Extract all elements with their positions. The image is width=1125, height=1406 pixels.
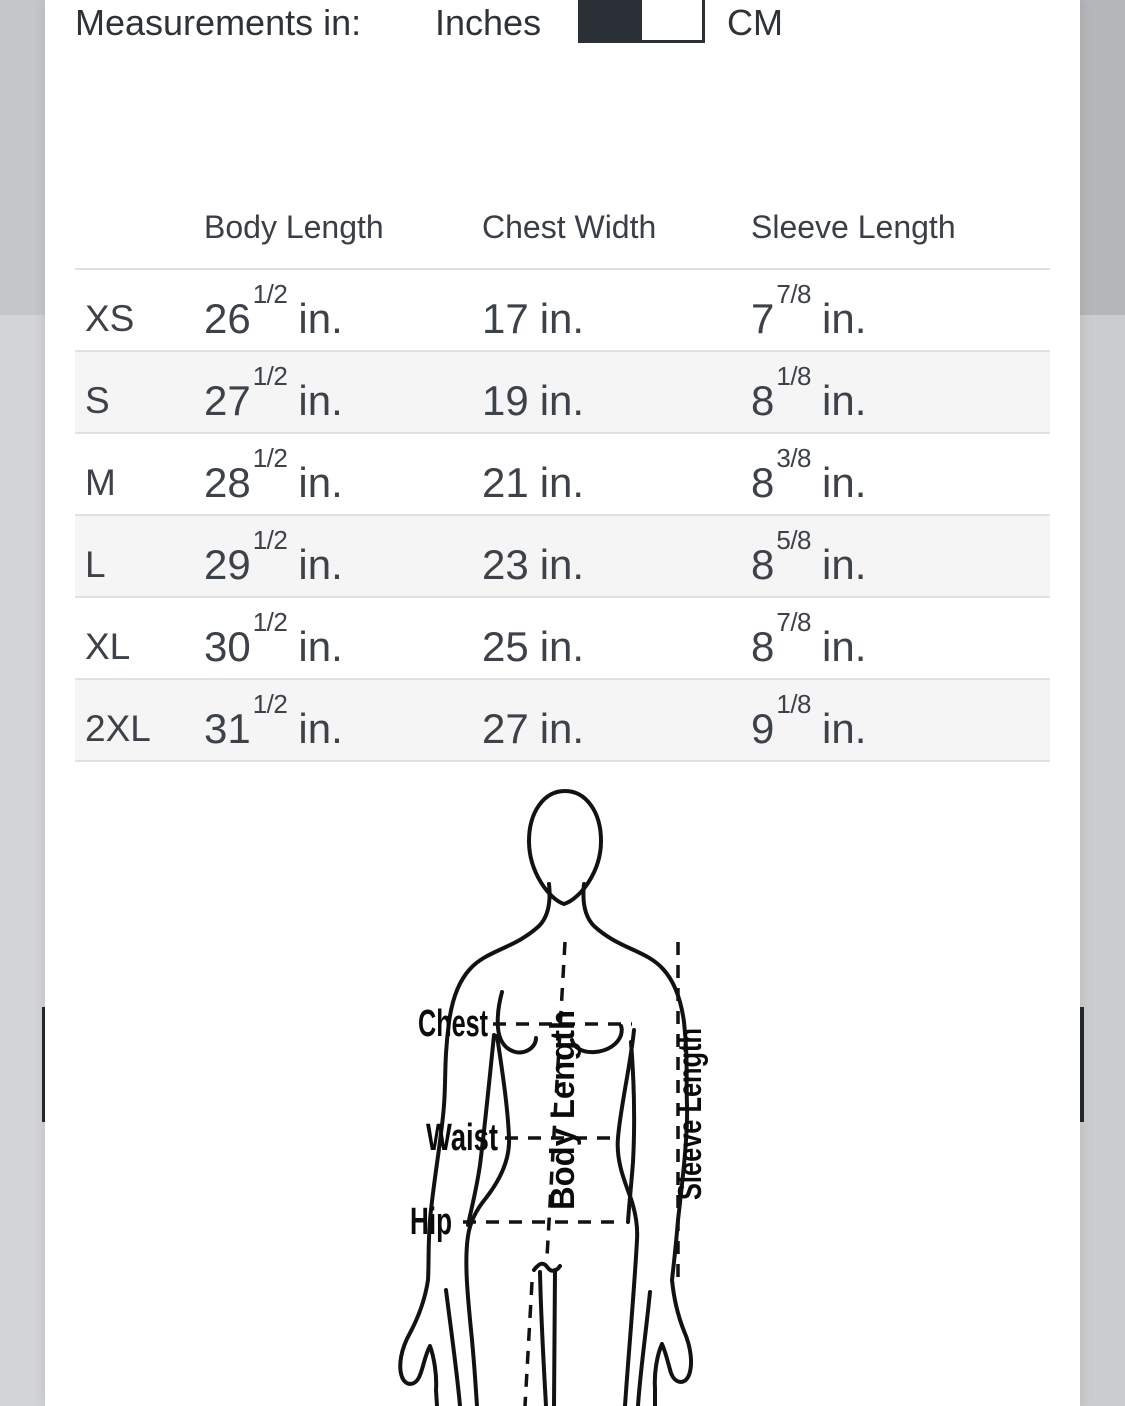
sleeve-length-label: Sleeve Length [671, 976, 708, 1200]
unit-label: in. [539, 623, 585, 670]
unit-label: in. [539, 541, 585, 588]
chest-width-value: 27 in. [482, 705, 585, 752]
fraction: 1/2 [252, 279, 288, 309]
size-label: XS [85, 298, 135, 339]
fraction: 1/2 [252, 607, 288, 637]
unit-label: in. [822, 705, 867, 752]
body-length-value: $26^{1/2}in$. [204, 279, 343, 342]
page-gutter-right [1080, 0, 1125, 1406]
unit-toggle-switch[interactable] [578, 0, 705, 43]
unit-label: in. [298, 705, 343, 752]
sleeve-length-value: $8^{5/8}in$. [751, 525, 867, 588]
sleeve-length-value: $8^{3/8}in$. [751, 443, 867, 506]
unit-label: in. [539, 459, 585, 506]
hip-label: Hip [410, 1201, 452, 1243]
figure-head [529, 791, 601, 904]
chest-width-value: 19 in. [482, 377, 585, 424]
size-label: 2XL [85, 708, 151, 749]
body-length-measure-line-lower [525, 1282, 532, 1406]
size-row-s [75, 350, 1050, 432]
measurement-figure [385, 785, 785, 1406]
size-label: S [85, 380, 110, 421]
fraction: 1/2 [252, 443, 288, 473]
unit-label: in. [298, 459, 343, 506]
body-length-value: $29^{1/2}in$. [204, 525, 343, 588]
unit-label: in. [822, 541, 867, 588]
chest-label: Chest [418, 1003, 489, 1045]
size-row-l [75, 514, 1050, 596]
background-image-edge-right [1080, 1007, 1084, 1122]
body-length-value: $30^{1/2}in$. [204, 607, 343, 670]
fraction: 7/8 [776, 279, 812, 309]
size-table-body [75, 268, 1050, 762]
column-header-sleeve-length: Sleeve Length [751, 209, 956, 245]
unit-label: in. [539, 377, 585, 424]
unit-label: in. [539, 295, 585, 342]
column-header-chest-width: Chest Width [482, 209, 657, 245]
size-label: M [85, 462, 116, 503]
page-gutter-right-top [1080, 0, 1125, 315]
unit-label: in. [298, 541, 343, 588]
page-gutter-left [0, 0, 45, 1406]
column-header-body-length: Body Length [204, 209, 384, 245]
size-label: XL [85, 626, 131, 667]
unit-label: in. [822, 623, 867, 670]
unit-label: in. [298, 623, 343, 670]
fraction: 1/8 [776, 689, 812, 719]
fraction: 1/2 [252, 525, 288, 555]
cm-option-label: CM [727, 2, 783, 43]
chest-width-value: 17 in. [482, 295, 585, 342]
body-length-value: $28^{1/2}in$. [204, 443, 343, 506]
sleeve-length-value: $8^{7/8}in$. [751, 607, 867, 670]
inches-option-label: Inches [435, 2, 542, 43]
fraction: 1/8 [776, 361, 812, 391]
unit-label: in. [298, 295, 343, 342]
size-label: L [85, 544, 106, 585]
chest-width-value: 23 in. [482, 541, 585, 588]
chest-width-value: 25 in. [482, 623, 585, 670]
unit-label: in. [822, 377, 867, 424]
fraction: 7/8 [776, 607, 812, 637]
body-length-value: $27^{1/2}in$. [204, 361, 343, 424]
fraction: 5/8 [776, 525, 812, 555]
unit-label: in. [539, 705, 585, 752]
unit-label: in. [298, 377, 343, 424]
unit-label: in. [822, 459, 867, 506]
page-gutter-left-top [0, 0, 45, 315]
size-row-xs [75, 268, 1050, 350]
size-chart-panel [45, 0, 1080, 1406]
sleeve-length-value: $7^{7/8}in$. [751, 279, 867, 342]
chest-width-value: 21 in. [482, 459, 585, 506]
body-length-label: Body Length [544, 1002, 582, 1210]
unit-toggle-knob[interactable] [581, 0, 642, 40]
sleeve-length-value: $9^{1/8}in$. [751, 689, 867, 752]
fraction: 1/2 [252, 361, 288, 391]
size-row-m [75, 432, 1050, 514]
sleeve-length-value: $8^{1/8}in$. [751, 361, 867, 424]
body-length-value: $31^{1/2}in$. [204, 689, 343, 752]
measurements-in-label: Measurements in: [75, 2, 362, 43]
unit-label: in. [822, 295, 867, 342]
size-table-header [75, 210, 1050, 268]
fraction: 3/8 [776, 443, 812, 473]
fraction: 1/2 [252, 689, 288, 719]
size-row-xl [75, 596, 1050, 678]
waist-label: Waist [426, 1117, 499, 1159]
size-row-2xl [75, 678, 1050, 760]
